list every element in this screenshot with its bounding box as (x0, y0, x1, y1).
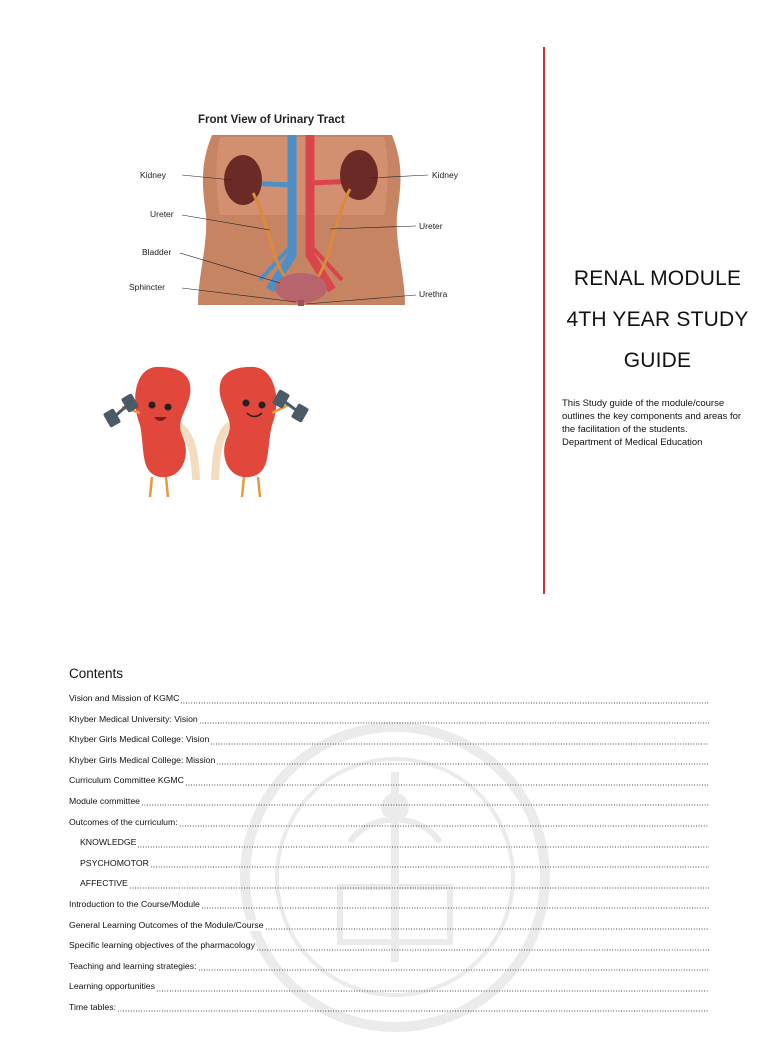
toc-dot-leader (129, 878, 709, 889)
toc-dot-leader (199, 714, 709, 725)
description-line-1: This Study guide of the module/course (562, 398, 725, 409)
toc-dot-leader (180, 693, 709, 704)
toc-entry[interactable] (69, 1002, 709, 1023)
toc-entry[interactable] (69, 796, 709, 817)
toc-entry-text: General Learning Outcomes of the Module/Course (69, 919, 264, 930)
toc-entry[interactable] (69, 920, 709, 941)
toc-dot-leader (141, 796, 709, 807)
toc-entry[interactable] (69, 981, 709, 1002)
toc-dot-leader (216, 755, 709, 766)
right-kidney-icon (340, 150, 378, 200)
toc-entry-text: Learning opportunities (69, 981, 155, 992)
toc-entry-text: Outcomes of the curriculum: (69, 816, 178, 827)
cover-title (547, 258, 768, 381)
toc-entry[interactable] (69, 693, 709, 714)
description-line-4: Department of Medical Education (562, 437, 703, 448)
kidney-mascots-with-dumbbells-icon (100, 355, 315, 505)
contents-heading: Contents (69, 666, 124, 681)
toc-dot-leader (198, 961, 710, 972)
toc-entry-text: KNOWLEDGE (80, 837, 137, 848)
cover-title-line-2: 4TH YEAR STUDY (566, 308, 749, 331)
cover-title-line-3: GUIDE (623, 349, 692, 372)
urinary-tract-diagram (120, 105, 480, 315)
diagram-title: Front View of Urinary Tract (198, 114, 345, 126)
cover-title-line-1: RENAL MODULE (573, 267, 742, 290)
toc-entry-text: Introduction to the Course/Module (69, 898, 200, 909)
toc-entry-text: Vision and Mission of KGMC (69, 693, 180, 703)
label-ureter-right: Ureter (419, 221, 443, 231)
toc-entry[interactable] (69, 837, 709, 858)
toc-dot-leader (137, 837, 709, 848)
toc-entry[interactable] (69, 775, 709, 796)
label-sphincter: Sphincter (129, 282, 165, 292)
toc-dot-leader (210, 734, 709, 745)
bladder-icon (275, 273, 327, 303)
toc-entry[interactable] (69, 940, 709, 961)
toc-dot-leader (117, 1002, 709, 1013)
toc-entry-text: PSYCHOMOTOR (80, 857, 149, 868)
toc-entry[interactable] (69, 734, 709, 755)
toc-entry-text: Khyber Girls Medical College: Vision (69, 734, 210, 745)
toc-entry-text: Khyber Medical University: Vision (69, 713, 198, 724)
description-line-2: outlines the key components and areas for (562, 411, 742, 422)
toc-dot-leader (179, 817, 709, 828)
toc-entry[interactable] (69, 899, 709, 920)
toc-entry-text: Time tables: (69, 1001, 116, 1012)
toc-entry-text: Khyber Girls Medical College: Mission (69, 754, 216, 765)
vertical-divider-line (543, 47, 545, 594)
label-ureter-left: Ureter (150, 209, 174, 219)
label-bladder: Bladder (142, 247, 172, 257)
toc-entry-text: Curriculum Committee KGMC (69, 775, 184, 786)
toc-dot-leader (185, 775, 709, 786)
label-urethra: Urethra (419, 289, 448, 299)
toc-entry[interactable] (69, 714, 709, 735)
toc-dot-leader (201, 899, 709, 910)
toc-dot-leader (265, 920, 709, 931)
toc-entry-text: Specific learning objectives of the pharmacology (69, 940, 255, 951)
toc-entry[interactable] (69, 858, 709, 879)
toc-entry[interactable] (69, 878, 709, 899)
description-line-3: the facilitation of the students. (562, 424, 688, 435)
cover-description (562, 397, 762, 449)
label-kidney-left: Kidney (140, 170, 166, 180)
toc-entry-text: AFFECTIVE (80, 878, 128, 889)
table-of-contents (69, 693, 709, 1023)
toc-entry-text: Module committee (69, 795, 140, 806)
toc-dot-leader (150, 858, 709, 869)
toc-entry[interactable] (69, 961, 709, 982)
toc-entry[interactable] (69, 817, 709, 838)
toc-entry-text: Teaching and learning strategies: (69, 960, 197, 971)
label-kidney-right: Kidney (432, 170, 458, 180)
toc-entry[interactable] (69, 755, 709, 776)
toc-dot-leader (256, 940, 709, 951)
toc-dot-leader (156, 981, 709, 992)
